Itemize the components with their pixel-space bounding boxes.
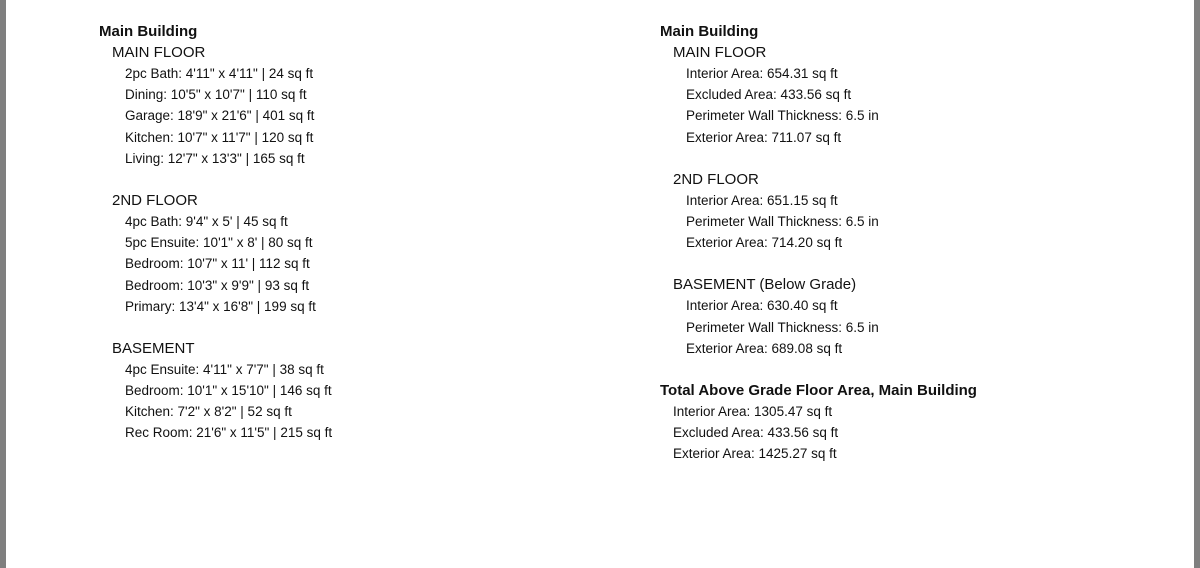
total-heading: Total Above Grade Floor Area, Main Building — [660, 381, 977, 399]
floor-title: 2ND FLOOR — [112, 191, 198, 209]
total-line: Interior Area: 1305.47 sq ft — [673, 403, 833, 419]
area-line: Excluded Area: 433.56 sq ft — [686, 87, 852, 103]
room-dimensions-column — [99, 21, 332, 465]
room-line: Primary: 13'4" x 16'8" | 199 sq ft — [125, 298, 316, 314]
room-line: 5pc Ensuite: 10'1" x 8' | 80 sq ft — [125, 235, 313, 251]
room-line: Dining: 10'5" x 10'7" | 110 sq ft — [125, 87, 307, 103]
area-section-basement — [660, 274, 977, 359]
room-line: Kitchen: 10'7" x 11'7" | 120 sq ft — [125, 129, 314, 145]
total-line: Exterior Area: 1425.27 sq ft — [673, 446, 837, 462]
room-line: Garage: 18'9" x 21'6" | 401 sq ft — [125, 108, 315, 124]
room-line: Rec Room: 21'6" x 11'5" | 215 sq ft — [125, 425, 333, 441]
room-line: Bedroom: 10'1" x 15'10" | 146 sq ft — [125, 383, 332, 399]
area-section-main — [660, 42, 977, 148]
building-heading: Main Building — [99, 23, 198, 40]
floor-title: MAIN FLOOR — [673, 44, 767, 61]
area-line: Interior Area: 651.15 sq ft — [686, 192, 838, 208]
room-line: 2pc Bath: 4'11" x 4'11" | 24 sq ft — [125, 66, 314, 81]
room-line: 4pc Ensuite: 4'11" x 7'7" | 38 sq ft — [125, 361, 324, 377]
area-line: Perimeter Wall Thickness: 6.5 in — [686, 108, 879, 124]
area-line: Perimeter Wall Thickness: 6.5 in — [686, 319, 879, 335]
floor-title: 2ND FLOOR — [673, 170, 759, 188]
floor-section-2nd — [99, 190, 332, 317]
room-line: Bedroom: 10'7" x 11' | 112 sq ft — [125, 256, 310, 272]
room-line: 4pc Bath: 9'4" x 5' | 45 sq ft — [125, 213, 288, 229]
floor-title: BASEMENT — [112, 339, 195, 357]
room-line: Kitchen: 7'2" x 8'2" | 52 sq ft — [125, 404, 292, 420]
area-line: Exterior Area: 689.08 sq ft — [686, 340, 843, 356]
floor-title: BASEMENT (Below Grade) — [673, 276, 857, 294]
room-line: Bedroom: 10'3" x 9'9" | 93 sq ft — [125, 277, 310, 293]
area-summary-column — [660, 21, 977, 485]
building-heading: Main Building — [660, 23, 759, 40]
floor-section-main — [99, 42, 332, 169]
floor-title: MAIN FLOOR — [112, 44, 206, 61]
total-section — [660, 380, 977, 465]
area-line: Exterior Area: 714.20 sq ft — [686, 235, 843, 251]
area-line: Interior Area: 654.31 sq ft — [686, 66, 838, 81]
floor-section-basement — [99, 338, 332, 444]
document-page — [6, 0, 1194, 568]
area-line: Exterior Area: 711.07 sq ft — [686, 129, 842, 145]
area-section-2nd — [660, 169, 977, 254]
area-line: Perimeter Wall Thickness: 6.5 in — [686, 213, 879, 229]
area-line: Interior Area: 630.40 sq ft — [686, 298, 838, 314]
total-line: Excluded Area: 433.56 sq ft — [673, 425, 839, 441]
room-line: Living: 12'7" x 13'3" | 165 sq ft — [125, 150, 305, 166]
